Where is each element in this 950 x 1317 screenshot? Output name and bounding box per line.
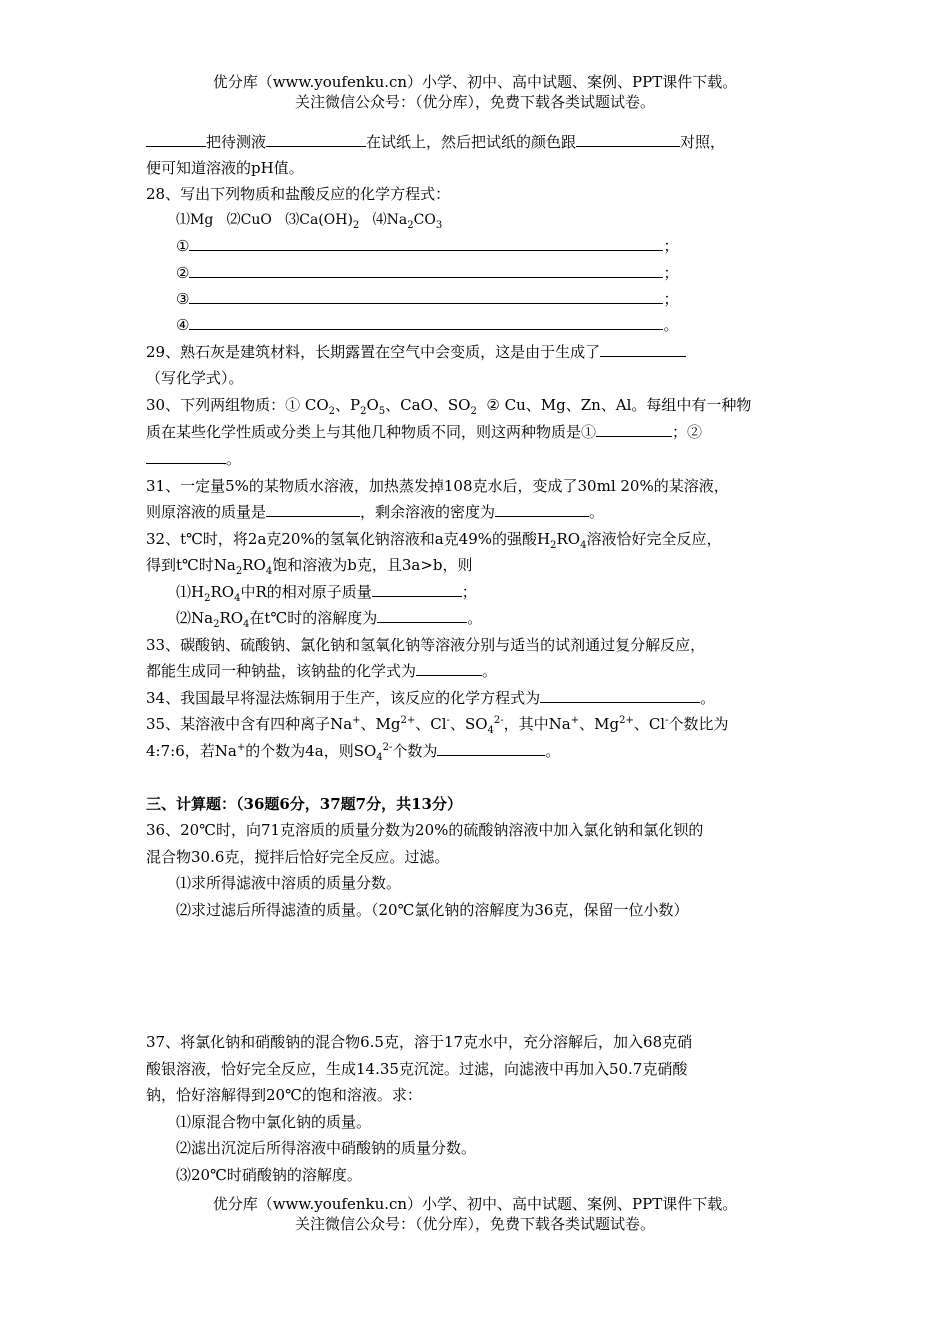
blank[interactable]	[416, 660, 482, 676]
blank[interactable]	[377, 607, 467, 623]
page-footer-line-1: 优分库（www.youfenku.cn）小学、初中、高中试题、案例、PPT课件下载。	[212, 1195, 738, 1213]
blank[interactable]	[189, 288, 663, 304]
blank[interactable]	[600, 341, 686, 357]
q33-line-1: 33、碳酸钠、硫酸钠、氯化钠和氢氧化钠等溶液分别与适当的试剂通过复分解反应，	[146, 636, 706, 654]
q37-line-2: 酸银溶液，恰好完全反应，生成14.35克沉淀。过滤，向滤液中再加入50.7克硝酸	[146, 1060, 688, 1078]
q27-line-2: 便可知道溶液的pH值。	[146, 159, 304, 177]
q28-answer-1: ① ；	[176, 237, 679, 255]
q28-stem: 28、写出下列物质和盐酸反应的化学方程式：	[146, 185, 451, 203]
q32-line-1: 32、t℃时，将2a克20%的氢氧化钠溶液和a克49%的强酸$H_2RO_4$溶液恰好完全反应，	[146, 530, 722, 551]
q35-line-1: 35、某溶液中含有四种离子Na+、$Mg^{2+}$、Cl-、$SO_4^{2-}$，其中Na+、$Mg^{2+}$、Cl-个数比为	[146, 715, 729, 736]
page-footer-line-2: 关注微信公众号：（优分库），免费下载各类试题试卷。	[294, 1215, 655, 1233]
blank[interactable]	[189, 235, 663, 251]
blank[interactable]	[189, 314, 663, 330]
q36-part-1: ⑴求所得滤液中溶质的质量分数。	[176, 874, 402, 892]
q28-answer-4: ④ 。	[176, 316, 679, 334]
q31-line-2: 则原溶液的质量是 ，剩余溶液的密度为 。	[146, 503, 605, 521]
blank[interactable]	[189, 262, 663, 278]
q37-line-1: 37、将氯化钠和硝酸钠的混合物6.5克，溶于17克水中，充分溶解后，加入68克硝	[146, 1033, 693, 1051]
page-header-line-2: 关注微信公众号：（优分库），免费下载各类试题试卷。	[294, 93, 655, 111]
q30-line-3: 。	[146, 448, 241, 470]
q28-answer-2: ② ；	[176, 264, 679, 282]
q28-options: ⑴Mg ⑵CuO $⑶Ca(OH)_2$ $⑷Na_2CO_3$	[176, 212, 443, 231]
q37-part-1: ⑴原混合物中氯化钠的质量。	[176, 1113, 372, 1131]
q37-part-3: ⑶20℃时硝酸钠的溶解度。	[176, 1166, 362, 1184]
blank[interactable]	[540, 687, 700, 703]
q32-part-2: $⑵Na_2RO_4$在t℃时的溶解度为 。	[176, 609, 483, 630]
q36-line-2: 混合物30.6克，搅拌后恰好完全反应。过滤。	[146, 848, 450, 866]
q36-line-1: 36、20℃时，向71克溶质的质量分数为20%的硫酸钠溶液中加入氯化钠和氯化钡的	[146, 821, 704, 839]
q27-line-1: 把待测液 在试纸上，然后把试纸的颜色跟 对照，	[146, 131, 725, 153]
q30-line-1: 30、下列两组物质：① $CO_2$、$P_2O_5$、CaO、$SO_2$ ② Cu、Mg、Zn、Al。每组中有一种物	[146, 396, 752, 417]
q32-line-2: 得到t℃时$Na_2RO_4$饱和溶液为b克，且3a>b，则	[146, 556, 473, 577]
q35-line-2: 4:7:6，若Na+的个数为4a，则$SO_4^{2-}$个数为 。	[146, 742, 561, 763]
blank[interactable]	[146, 448, 226, 464]
section-3-title: 三、计算题：（36题6分，37题7分，共13分）	[146, 795, 462, 813]
blank[interactable]	[437, 740, 545, 756]
blank[interactable]	[495, 501, 589, 517]
q32-part-1: $⑴H_2RO_4$中R的相对原子质量 ；	[176, 583, 477, 604]
q34-line: 34、我国最早将湿法炼铜用于生产，该反应的化学方程式为 。	[146, 689, 716, 707]
page-header-line-1: 优分库（www.youfenku.cn）小学、初中、高中试题、案例、PPT课件下载。	[212, 73, 738, 91]
q29-line-1: 29、熟石灰是建筑材料，长期露置在空气中会变质，这是由于生成了	[146, 341, 686, 363]
blank[interactable]	[266, 131, 366, 147]
blank[interactable]	[266, 501, 360, 517]
q28-answer-3: ③ ；	[176, 290, 679, 308]
q33-line-2: 都能生成同一种钠盐，该钠盐的化学式为 。	[146, 662, 498, 680]
blank[interactable]	[576, 131, 680, 147]
blank[interactable]	[146, 131, 206, 147]
blank[interactable]	[596, 421, 672, 437]
q36-part-2: ⑵求过滤后所得滤渣的质量。（20℃氯化钠的溶解度为36克，保留一位小数）	[176, 901, 689, 919]
q37-line-3: 钠，恰好溶解得到20℃的饱和溶液。求：	[146, 1086, 422, 1104]
q31-line-1: 31、一定量5%的某物质水溶液，加热蒸发掉108克水后，变成了30ml 20%的某溶液，	[146, 477, 729, 495]
q37-part-2: ⑵滤出沉淀后所得溶液中硝酸钠的质量分数。	[176, 1139, 477, 1157]
q30-line-2: 质在某些化学性质或分类上与其他几种物质不同，则这两种物质是① ；②	[146, 423, 703, 441]
q29-line-2: （写化学式）。	[146, 369, 244, 387]
blank[interactable]	[372, 581, 462, 597]
